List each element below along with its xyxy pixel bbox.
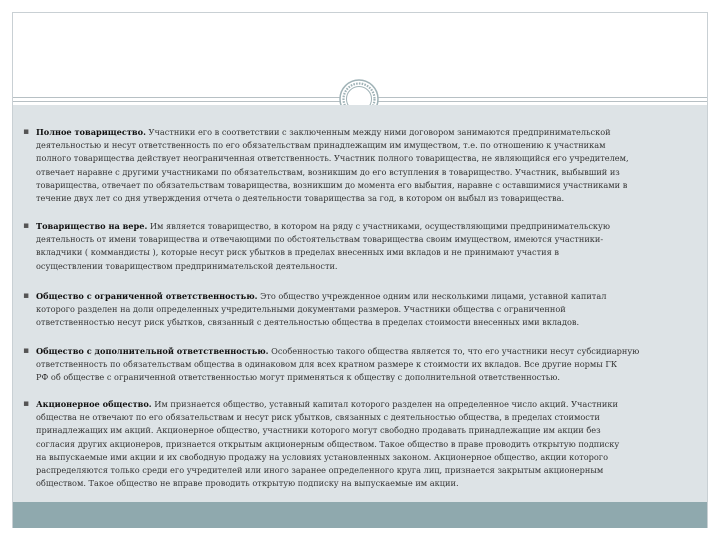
list-item	[23, 290, 684, 330]
list-item-text: Им признается общество, уставный капитал которого разделен на определенное число акций. Участники	[151, 399, 618, 409]
list-item-text: Особенностью такого общества является то, что его участники несут субсидиарную	[268, 346, 640, 356]
list-item-term: Общество с дополнительной ответственностью.	[36, 346, 269, 356]
slide-footer-bar	[13, 502, 707, 528]
list-item-line: деятельностью и несут ответственность по его обязательствам принадлежащим им имуществом, т.е. по отношению к участникам	[36, 140, 606, 151]
list-item-line: течение двух лет со дня утверждения отчета о деятельности товарищества за год, в котором он выбыл из товарищества.	[36, 193, 565, 204]
bullet-icon: ▪	[23, 399, 30, 409]
list-item-line: отвечает наравне с другими участниками по обязательствам, возникшим до его вступления в товарищество. Участник, выбывший из	[36, 166, 620, 177]
list-item-line: распределяются только среди его учредителей или иного заранее определенного круга лиц, признается закрытым акционерным	[36, 465, 604, 476]
list-item-line: ответственностью несут риск убытков, связанный с деятельностью общества в пределах стоимости внесенных ими вкладов.	[36, 317, 580, 328]
bullet-icon: ▪	[23, 221, 30, 231]
list-item-text: Участники его в соответствии с заключенным между ними договором занимаются предпринимательской	[145, 127, 611, 137]
list-item-term: Общество с ограниченной ответственностью.	[36, 291, 258, 301]
list-item-line: общества не отвечают по его обязательствам и несут риск убытков, связанных с деятельностью общества, в пределах стоимости	[36, 412, 600, 423]
bullet-icon: ▪	[23, 346, 30, 356]
list-item-line: полного товарищества действует неограниченная ответственность. Участник полного товарищества, не являющийся его учредителем,	[36, 153, 629, 164]
bullet-icon: ▪	[23, 127, 30, 137]
list-item	[23, 398, 684, 490]
list-item-line: деятельность от имени товарищества и отвечающими по обстоятельствам товарищества своим имуществом, имеются участники-	[36, 234, 604, 245]
list-item-line: согласия других акционеров, признается открытым акционерным обществом. Такое общество в праве проводить открытую подписку	[36, 438, 620, 449]
list-item-line: вкладчики ( коммандисты ), которые несут риск убытков в пределах внесенных ими вкладов и не принимают участия в	[36, 247, 559, 258]
list-item-term: Полное товарищество.	[36, 127, 146, 137]
list-item	[23, 126, 684, 205]
list-item-line: принадлежащих им акций. Акционерное общество, участники которого могут свободно продавать принадлежащие им акции без	[36, 425, 601, 436]
list-item-line: осуществлении товариществом предпринимательской деятельности.	[36, 260, 338, 271]
list-item-term: Товарищество на вере.	[36, 221, 148, 231]
list-item	[23, 220, 684, 273]
list-item-term: Акционерное общество.	[36, 399, 152, 409]
list-item-text: Им является товарищество, в котором на ряду с участниками, осуществляющими предпринимательскую	[147, 221, 610, 231]
list-item-line: РФ об обществе с ограниченной ответственностью могут применяться к обществу с дополнительной ответственностью.	[36, 372, 560, 383]
list-item-line: на выпускаемые ими акции и их свободную продажу на условиях установленных законом. Акционерное общество, акции которого	[36, 451, 609, 462]
list-item	[23, 345, 684, 385]
list-item-line: ответственность по обязательствам общества в одинаковом для всех кратном размере к стоимости их вкладов. Все другие нормы ГК	[36, 359, 618, 370]
list-item-text: Это общество учрежденное одним или несколькими лицами, уставной капитал	[257, 291, 607, 301]
list-item-line: обществом. Такое общество не вправе проводить открытую подписку на выпускаемые им акции.	[36, 478, 459, 489]
bullet-icon: ▪	[23, 291, 30, 301]
list-item-line: товарищества, отвечает по обязательствам товарищества, возникшим до момента его выбытия, наравне с оставшимися участниками в	[36, 179, 628, 190]
list-item-line: которого разделен на доли определенных учредительными документами размеров. Участники общества с ограниченной	[36, 304, 566, 315]
